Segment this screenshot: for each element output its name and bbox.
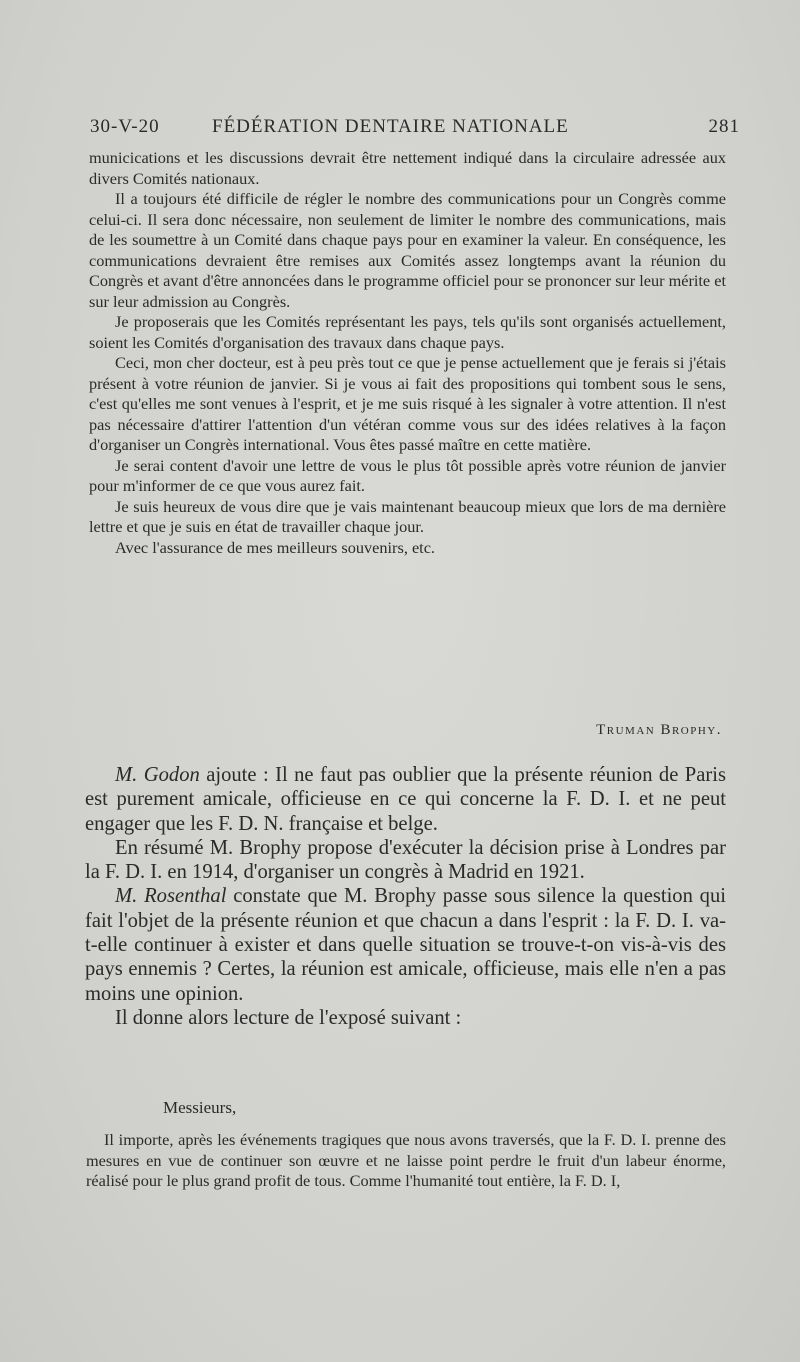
minutes-paragraph bbox=[85, 884, 726, 1005]
header-title: FÉDÉRATION DENTAIRE NATIONALE bbox=[212, 116, 569, 137]
minutes-body bbox=[85, 763, 726, 1030]
expose-paragraph: Il importe, après les événements tragiques que nous avons traversés, que la F. D. I. prenne des mesures en vue de continuer son œuvre et ne laisse point perdre le fruit d'un labeur énorme, réalisé pour le plus grand profit de tous. Comme l'humanité tout entière, la F. D. I, bbox=[86, 1130, 726, 1190]
minutes-paragraph bbox=[85, 763, 726, 836]
expose-body bbox=[86, 1130, 726, 1192]
letter-paragraph: Ceci, mon cher docteur, est à peu près tout ce que je pense actuellement que je ferais si j'étais présent à votre réunion de janvier. Si je vous ai fait des propositions qui tombent sous le sens, c'est qu'elles me sont venues à l'esprit, et je me suis risqué à les signaler à votre attention. Il n'est pas nécessaire d'attirer l'attention d'un vétéran comme vous sur des idées relatives à la façon d'organiser un Congrès international. Vous êtes passé maître en cette matière. bbox=[89, 353, 726, 454]
letter-paragraph: Avec l'assurance de mes meilleurs souvenirs, etc. bbox=[115, 537, 436, 557]
expose-greeting: Messieurs, bbox=[163, 1098, 237, 1117]
letter-paragraph: Je suis heureux de vous dire que je vais maintenant beaucoup mieux que lors de ma dernière lettre et que je suis en état de travailler chaque jour. bbox=[89, 496, 726, 536]
speaker-name: M. Godon bbox=[115, 764, 200, 786]
letter-paragraph: Je proposerais que les Comités représentant les pays, tels qu'ils sont organisés actuellement, soient les Comités d'organisation des travaux dans chaque pays. bbox=[89, 312, 726, 352]
letter-signature: Truman Brophy. bbox=[596, 722, 722, 738]
speaker-text: constate que M. Brophy passe sous silence la question qui fait l'objet de la présente réunion et que chacun a dans l'esprit : la F. D. I. va-t-elle continuer à exister et dans quelle situation se trouve-t-on vis-à-vis des pays ennemis ? Certes, la réunion est amicale, officieuse, mais elle n'en a pas moins une opinion. bbox=[85, 885, 726, 1005]
letter-paragraph: municications et les discussions devrait être nettement indiqué dans la circulaire adressée aux divers Comités nationaux. bbox=[89, 148, 726, 188]
speaker-name: M. Rosenthal bbox=[115, 885, 227, 908]
running-header bbox=[90, 116, 740, 144]
letter-paragraph: Je serai content d'avoir une lettre de vous le plus tôt possible après votre réunion de janvier pour m'informer de ce que vous aurez fait. bbox=[89, 455, 726, 495]
minutes-paragraph: En résumé M. Brophy propose d'exécuter la décision prise à Londres par la F. D. I. en 1914, d'organiser un congrès à Madrid en 1921. bbox=[85, 836, 726, 884]
minutes-paragraph: Il donne alors lecture de l'exposé suivant : bbox=[115, 1006, 462, 1029]
speaker-text: ajoute : Il ne faut pas oublier que la présente réunion de Paris est purement amicale, officieuse en ce qui concerne la F. D. I. et ne peut engager que les F. D. N. française et belge. bbox=[85, 764, 726, 835]
header-date: 30-V-20 bbox=[90, 116, 160, 137]
letter-body bbox=[89, 148, 726, 558]
page-number: 281 bbox=[708, 116, 740, 137]
letter-paragraph: Il a toujours été difficile de régler le nombre des communications pour un Congrès comme celui-ci. Il sera donc nécessaire, non seulement de limiter le nombre des communications, mais de les soumettre à un Comité dans chaque pays pour en examiner la valeur. En conséquence, les communications devraient être remises aux Comités assez longtemps avant la réunion du Congrès et avant d'être annoncées dans le programme officiel pour se prononcer sur leur mérite et sur leur admission au Congrès. bbox=[89, 189, 726, 311]
